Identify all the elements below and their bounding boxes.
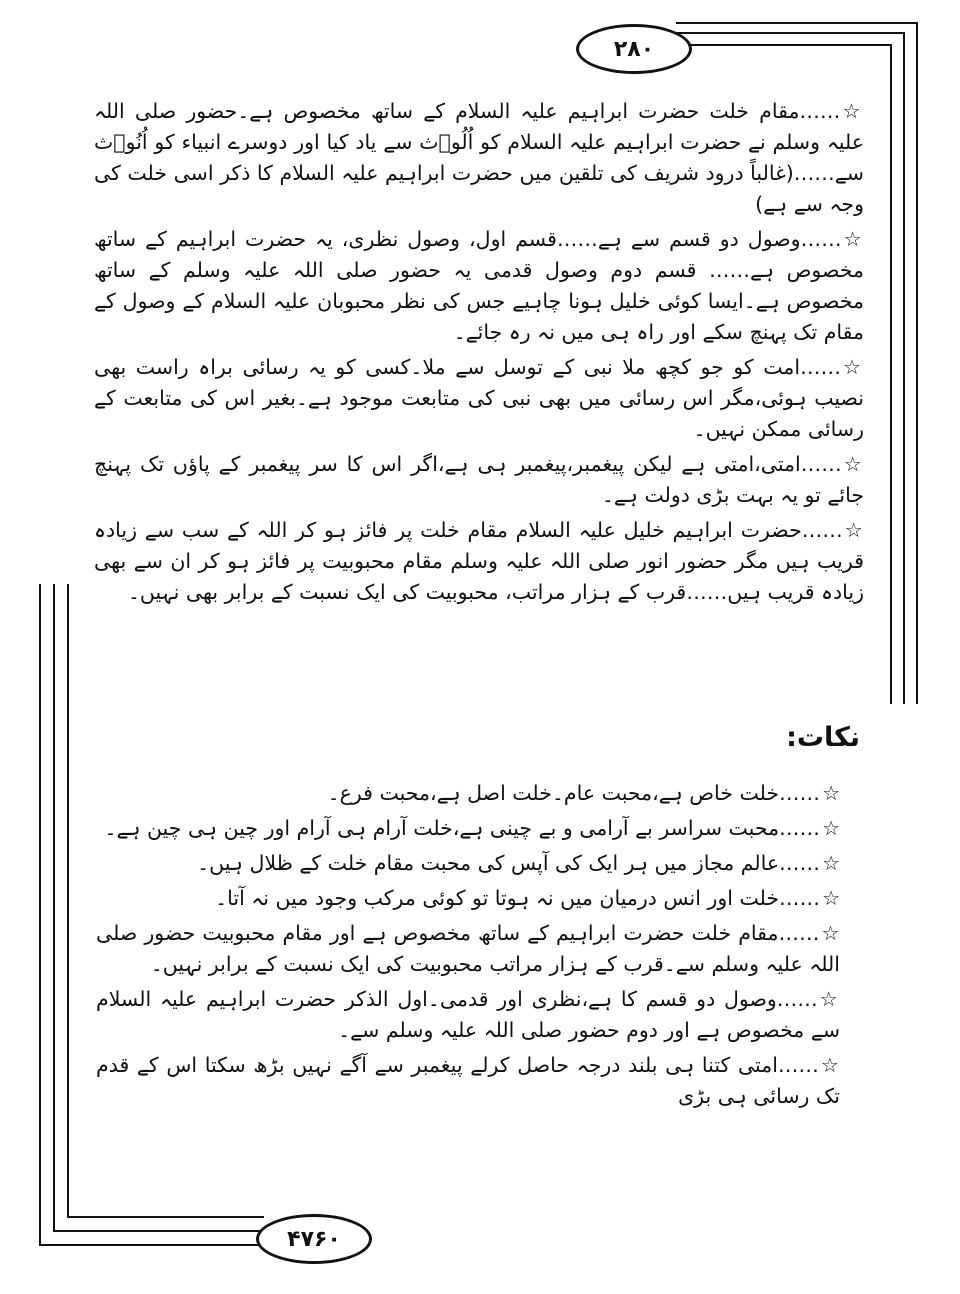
paragraph — [96, 883, 840, 914]
paragraph — [96, 848, 840, 879]
star-icon: ☆ — [819, 987, 840, 1011]
paragraph-text: ……امت کو جو کچھ ملا نبی کے توسل سے ملا۔کسی کو یہ رسائی براہ راست بھی نصیب ہوئی،مگر اس رسائی میں بھی نبی کی متابعت موجود ہے۔بغیر اس کی متابعت کے رسائی ممکن نہیں۔ — [94, 355, 864, 441]
frame-top-line-2 — [676, 32, 905, 34]
frame-bottom-line-3 — [67, 1216, 264, 1218]
paragraph — [96, 984, 840, 1046]
paragraph — [94, 449, 864, 511]
frame-left-middle — [53, 584, 55, 1232]
section-1-text — [94, 96, 864, 612]
paragraph — [96, 1050, 840, 1112]
star-icon: ☆ — [822, 816, 840, 840]
star-icon: ☆ — [822, 886, 840, 910]
star-icon: ☆ — [822, 851, 840, 875]
star-icon: ☆ — [843, 452, 864, 476]
star-icon: ☆ — [822, 781, 840, 805]
paragraph — [94, 224, 864, 348]
frame-bottom-line-1 — [39, 1244, 264, 1246]
frame-top-line-3 — [676, 44, 892, 46]
bottom-page-number — [256, 1214, 372, 1264]
paragraph — [94, 96, 864, 220]
frame-bottom-line-2 — [53, 1230, 264, 1232]
frame-right-inner — [890, 44, 892, 704]
nikat-heading: نکات: — [786, 722, 860, 753]
paragraph — [94, 352, 864, 445]
section-2-text — [96, 778, 840, 1116]
paragraph — [96, 778, 840, 809]
paragraph — [96, 918, 840, 980]
frame-right-middle — [903, 32, 905, 704]
top-page-number-text: ۲۸۰ — [613, 36, 655, 62]
frame-right-outer — [916, 22, 918, 704]
paragraph-text: ……وصول دو قسم سے ہے……قسم اول، وصول نظری، یہ حضرت ابراہیم کے ساتھ مخصوص ہے…… قسم دوم وصول قدمی یہ حضور صلی اللہ علیہ وسلم کے ساتھ مخصوص ہے۔ایسا کوئی خلیل ہونا چاہیے جس کی نظر محبوبان علیہ السلام کے وصول کے مقام تک پہنچ سکے اور راہ ہی میں نہ رہ جائے۔ — [94, 227, 864, 344]
paragraph-text: ……حضرت ابراہیم خلیل علیہ السلام مقام خلت پر فائز ہو کر اللہ کے سب سے زیادہ قریب ہیں مگر حضور انور صلی اللہ علیہ وسلم مقام محبوبیت پر فائز ہو کر ان سے بھی زیادہ قریب ہیں……قرب کے ہزار مراتب، محبوبیت کی ایک نسبت کے برابر بھی نہیں۔ — [94, 518, 864, 604]
paragraph-text: ……مقام خلت حضرت ابراہیم علیہ السلام کے ساتھ مخصوص ہے۔حضور صلی اللہ علیہ وسلم نے حضرت ابراہیم علیہ السلام کو اُلُوۡث سے یاد کیا اور دوسرے انبیاء کو اُنُوۡث سے……(غالباً درود شریف کی تلقین میں حضرت ابراہیم علیہ السلام کا ذکر اسی خلت کی وجہ سے ہے) — [94, 99, 864, 216]
paragraph-text: ……مقام خلت حضرت ابراہیم کے ساتھ مخصوص ہے اور مقام محبوبیت حضور صلی اللہ علیہ وسلم سے۔قرب کے ہزار مراتب محبوبیت کی ایک نسبت کے برابر نہیں۔ — [96, 921, 840, 976]
paragraph-text: ……امتی کتنا ہی بلند درجہ حاصل کرلے پیغمبر سے آگے نہیں بڑھ سکتا اس کے قدم تک رسائی ہی بڑی — [96, 1053, 840, 1108]
frame-left-inner — [67, 584, 69, 1218]
paragraph — [94, 515, 864, 608]
paragraph-text: ……عالم مجاز میں ہر ایک کی آپس کی محبت مقام خلت کے ظلال ہیں۔ — [197, 851, 821, 875]
paragraph-text: ……خلت اور انس درمیان میں نہ ہوتا تو کوئی مرکب وجود میں نہ آتا۔ — [215, 886, 821, 910]
star-icon: ☆ — [843, 355, 864, 379]
paragraph-text: ……محبت سراسر بے آرامی و بے چینی ہے،خلت آرام ہی آرام اور چین ہی چین ہے۔ — [104, 816, 821, 840]
frame-top-line-1 — [676, 22, 918, 24]
star-icon: ☆ — [820, 1053, 840, 1077]
frame-left-outer — [39, 584, 41, 1246]
star-icon: ☆ — [843, 227, 864, 251]
paragraph — [96, 813, 840, 844]
star-icon: ☆ — [844, 518, 864, 542]
top-page-number — [576, 24, 692, 74]
paragraph-text: ……خلت خاص ہے،محبت عام۔خلت اصل ہے،محبت فرع۔ — [327, 781, 821, 805]
paragraph-text: ……وصول دو قسم کا ہے،نظری اور قدمی۔اول الذکر حضرت ابراہیم علیہ السلام سے مخصوص ہے اور دوم حضور صلی اللہ علیہ وسلم سے۔ — [96, 987, 840, 1042]
star-icon: ☆ — [842, 99, 865, 123]
bottom-page-number-text: ۴۷۶۰ — [287, 1226, 341, 1252]
star-icon: ☆ — [821, 921, 841, 945]
paragraph-text: ……امتی،امتی ہے لیکن پیغمبر،پیغمبر ہی ہے،اگر اس کا سر پیغمبر کے پاؤں تک پہنچ جائے تو یہ بہت بڑی دولت ہے۔ — [94, 452, 864, 507]
